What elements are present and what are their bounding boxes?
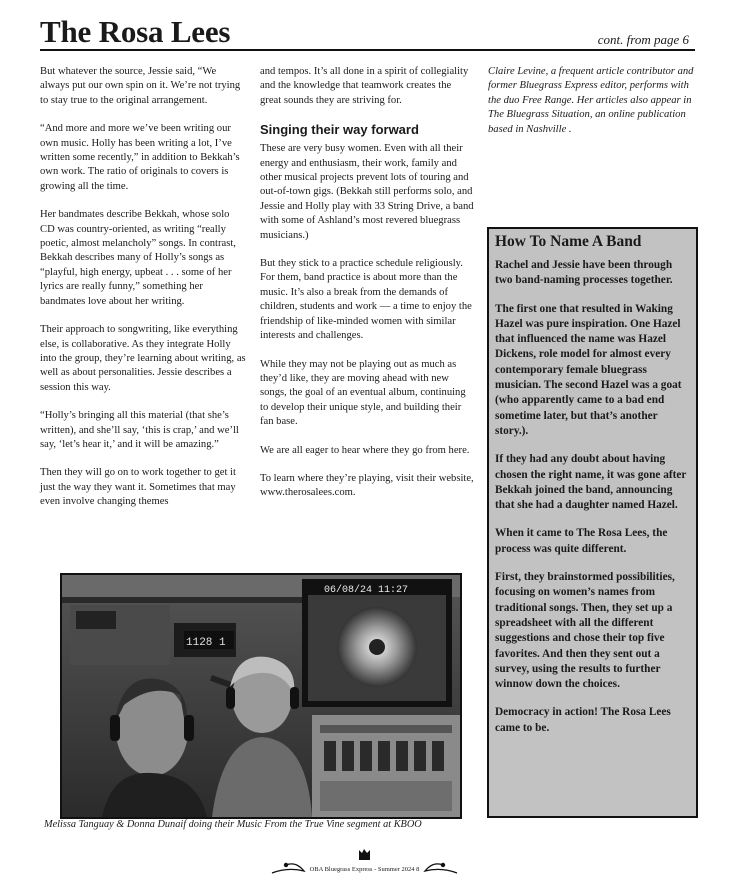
studio-clock-display: 1128 1 <box>186 637 226 649</box>
sidebar-box <box>487 227 698 818</box>
sidebar-paragraph: Democracy in action! The Rosa Lees came to be. <box>495 706 671 734</box>
title-rule <box>40 49 695 51</box>
column-3 <box>488 65 696 151</box>
photo-illustration <box>62 575 460 817</box>
section-heading: Singing their way forward <box>260 122 419 138</box>
paragraph: We are all eager to hear where they go from here. <box>260 444 470 456</box>
author-bio: Claire Levine, a frequent article contributor and former Bluegrass Express editor, performs with the duo Free Range. Her articles also appear in The Bluegrass Situation, an online publication based in Nashville . <box>488 66 694 135</box>
article-title: The Rosa Lees <box>40 14 231 49</box>
paragraph: and tempos. It’s all done in a spirit of collegiality and the knowledge that teamwork creates the great sounds they are striving for. <box>260 66 469 106</box>
sidebar-paragraph: Rachel and Jessie have been through two band-naming processes together. <box>495 259 673 287</box>
sidebar-paragraph: The first one that resulted in Waking Hazel was pure inspiration. One Hazel that influenced the name was Hazel Dickens, role model for almost every contemporary female bluegrass musician. The second Hazel was a goat (who apparently came to a bad end sometime later, but that’s another story.). <box>495 302 682 437</box>
paragraph: While they may not be playing out as much as they’d like, they are moving ahead with new songs, the goal of an eventual album, continuing to develop their unique style, and building their fan base. <box>260 358 466 428</box>
paragraph: Then they will go on to work together to get it just the way they want it. Sometimes that may even involve changing themes <box>40 467 236 508</box>
continued-note: cont. from page 6 <box>597 32 689 47</box>
footer-text <box>0 866 729 874</box>
sidebar-paragraph: When it came to The Rosa Lees, the process was quite different. <box>495 527 668 555</box>
paragraph: Their approach to songwriting, like everything else, is collaborative. As they integrate Holly into the group, they’re learning about writing, as well as about personalities. Jessie describes a session this way. <box>40 324 246 393</box>
monitor-timestamp: 06/08/24 11:27 <box>324 585 409 596</box>
page-number: 8 <box>416 866 420 873</box>
sidebar-heading: How To Name A Band <box>495 233 642 250</box>
studio-photo <box>60 573 462 819</box>
paragraph: But they stick to a practice schedule religiously. For them, band practice is about more than the music. It’s also a break from the demands of children, students and work — a time to enjoy the friendship of like-minded women with similar interests and challenges. <box>260 258 472 342</box>
footer-ornament <box>0 848 729 880</box>
column-2 <box>260 65 474 515</box>
paragraph: To learn where they’re playing, visit their website, www.therosalees.com. <box>260 472 474 499</box>
page-footer <box>0 848 729 880</box>
paragraph: “And more and more we’ve been writing our own music. Holly has been writing a lot, I’ve written some recently,” in addition to Bekkah’s own work. The ratio of originals to covers is growing all the time. <box>40 123 240 192</box>
paragraph: “Holly’s bringing all this material (that she’s written), and she’ll say, ‘this is crap,’ and we’ll say, ‘let’s hear it,’ and it will be amazing.” <box>40 410 239 450</box>
sidebar-paragraph: First, they brainstormed possibilities, focusing on women’s names from traditional songs. Then, they set up a spreadsheet with all the different suggestions and chose their top five favorites. And then they sent out a survey, using the results to further winnow down the choices. <box>495 571 675 691</box>
footer-publication: OBA Bluegrass Express - Summer 2024 <box>309 866 415 873</box>
paragraph: But whatever the source, Jessie said, “We always put our own spin on it. We’re not trying to stay true to the original arrangement. <box>40 66 241 106</box>
column-1 <box>40 65 246 524</box>
photo-caption: Melissa Tanguay & Donna Dunaif doing their Music From the True Vine segment at KBOO <box>44 819 422 830</box>
paragraph: These are very busy women. Even with all their energy and enthusiasm, their work, family and other musical projects prevent lots of touring and out-of-town gigs. (Bekkah still performs solo, and Jessie and Holly play with 33 String Drive, a band with some of Ashland’s most revered bluegrass musicians.) <box>260 143 474 241</box>
sidebar-paragraph: If they had any doubt about having chosen the right name, it was gone after Bekkah joined the band, announcing that she had a daughter named Hazel. <box>495 453 687 512</box>
footer-logo-icon <box>359 849 370 860</box>
paragraph: Her bandmates describe Bekkah, whose solo CD was country-oriented, as writing “really poetic, almost melancholy” songs. In contrast, Bekkah describes many of Holly’s songs as “playful, high energy, upbeat . . . some of her lyrics are really funny,” something her bandmates love about her writing. <box>40 209 236 307</box>
